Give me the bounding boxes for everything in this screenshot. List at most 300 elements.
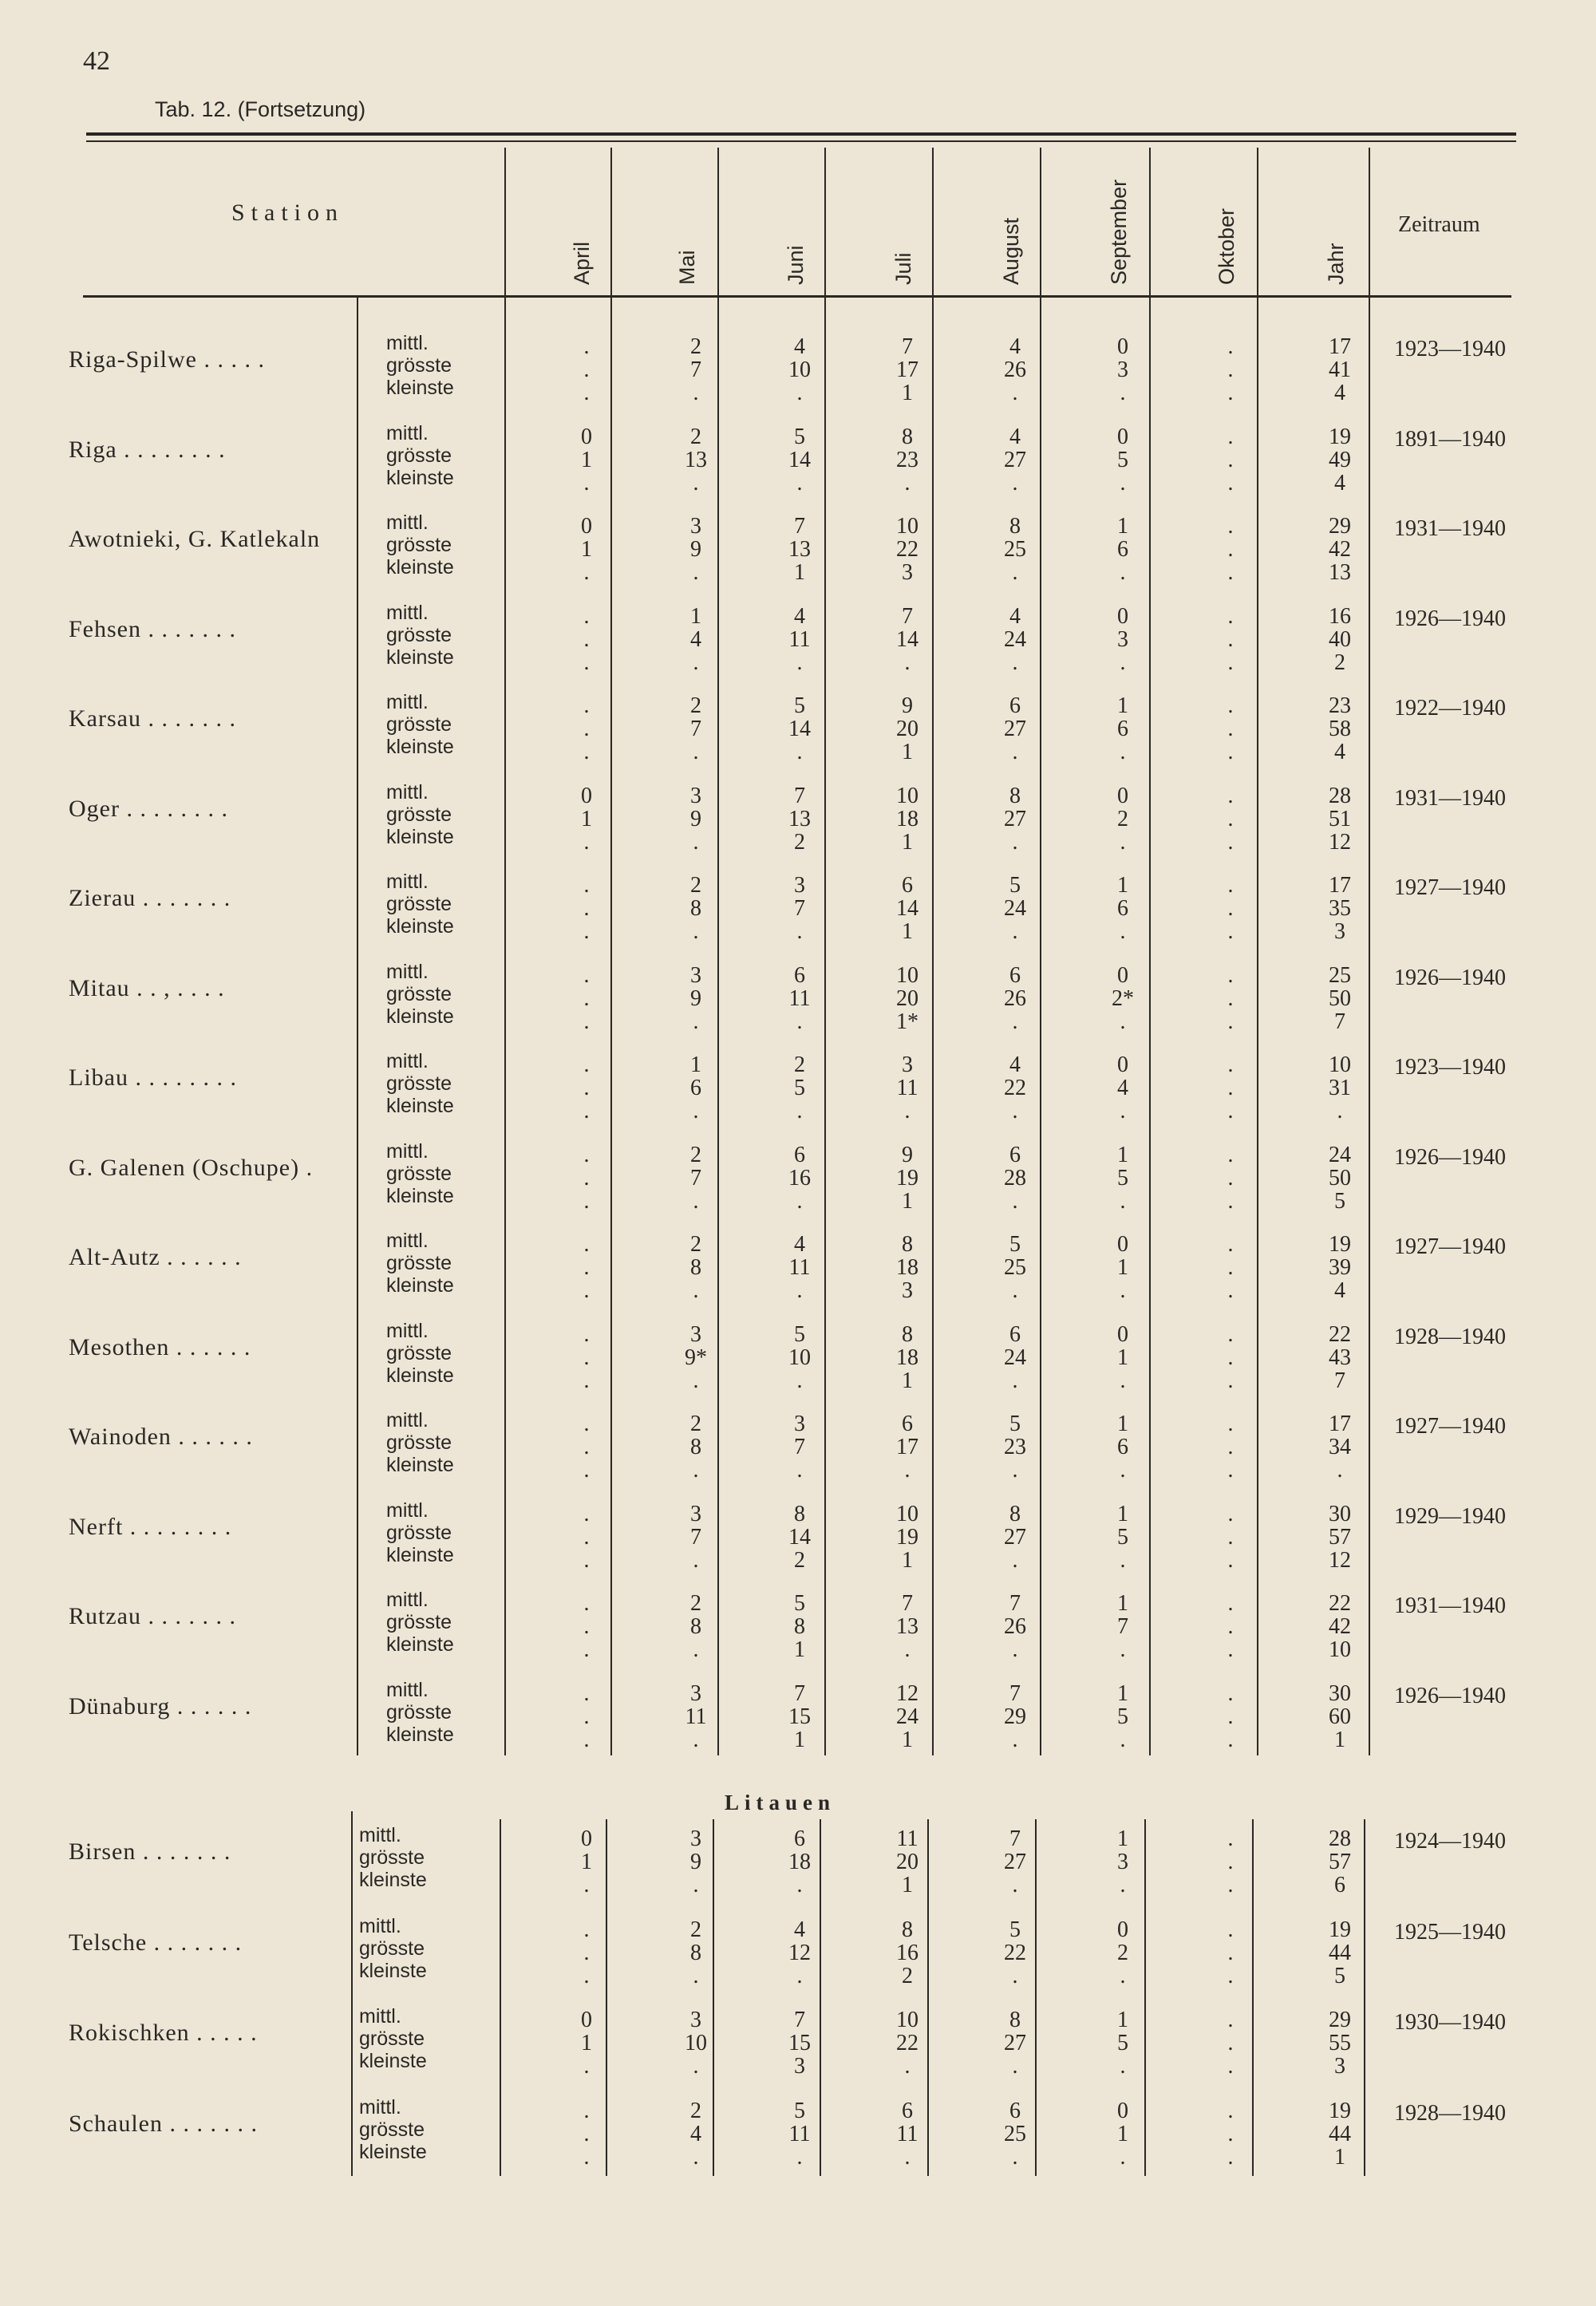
table-cell: . — [583, 1345, 590, 1370]
station-name: Zierau . . . . . . . — [69, 885, 231, 911]
table-cell: . — [583, 381, 590, 405]
table-cell: 9 — [690, 537, 701, 562]
table-cell: 12 — [1329, 829, 1351, 855]
table-cell: 9 — [690, 985, 701, 1011]
table-cell: 11 — [788, 1255, 811, 1280]
table-cell: 44 — [1329, 2121, 1351, 2146]
table-cell: . — [693, 1009, 699, 1034]
table-cell: 0 — [1117, 1052, 1128, 1077]
table-cell: 50 — [1329, 985, 1351, 1011]
stat-label: mittl. — [359, 2005, 401, 2028]
stat-label: grösste — [386, 1431, 452, 1454]
table-cell: 1 — [581, 537, 592, 562]
table-cell: . — [693, 740, 699, 764]
table-cell: 25 — [1004, 1255, 1026, 1280]
table-cell: 7 — [1009, 1591, 1021, 1616]
stat-label: grösste — [386, 354, 452, 377]
table-cell: 1 — [1117, 873, 1128, 898]
table-cell: 43 — [1329, 1345, 1351, 1370]
table-cell: 1 — [581, 1850, 592, 1874]
table-cell: . — [1227, 1850, 1234, 1874]
table-cell: . — [583, 2144, 590, 2170]
stat-label: kleinste — [386, 1005, 454, 1028]
table-cell: 3 — [690, 1680, 701, 1706]
stat-label: mittl. — [386, 421, 429, 444]
table-cell: . — [583, 1963, 590, 1988]
table-cell: 30 — [1329, 1680, 1351, 1706]
table-cell: 2 — [794, 829, 805, 855]
table-cell: 4 — [1009, 424, 1021, 449]
stat-label: kleinste — [386, 825, 454, 848]
table-cell: . — [1120, 1009, 1126, 1034]
station-name: Rokischken . . . . . — [69, 2020, 258, 2046]
table-cell: 1 — [902, 1368, 913, 1393]
table-cell: 0 — [1117, 783, 1128, 808]
table-cell: . — [693, 381, 699, 405]
table-cell: . — [1012, 2054, 1018, 2079]
column-header-mai: Mai — [675, 250, 699, 285]
stat-label: mittl. — [386, 1409, 429, 1431]
station-period: 1927—1940 — [1394, 875, 1506, 900]
table-cell: 0 — [581, 424, 592, 449]
table-cell: 5 — [1009, 1917, 1021, 1942]
table-cell: 20 — [896, 985, 918, 1011]
table-cell: . — [796, 1278, 803, 1303]
table-cell: . — [1227, 1009, 1234, 1034]
table-cell: . — [583, 1232, 590, 1257]
table-cell: 17 — [1329, 1412, 1351, 1436]
stat-label: kleinste — [359, 2140, 427, 2163]
table-cell: 29 — [1329, 2008, 1351, 2032]
table-cell: . — [693, 1368, 699, 1393]
table-cell: . — [693, 560, 699, 585]
table-cell: 23 — [896, 447, 918, 472]
table-cell: . — [1227, 806, 1234, 831]
table-cell: 1 — [1117, 693, 1128, 718]
table-cell: 1 — [1117, 1255, 1128, 1280]
stat-label: grösste — [386, 893, 452, 915]
table-cell: 34 — [1329, 1435, 1351, 1459]
table-cell: 14 — [788, 447, 811, 472]
table-cell: 1 — [1117, 1501, 1128, 1526]
table-cell: . — [583, 985, 590, 1011]
table-cell: 5 — [1334, 1963, 1345, 1988]
table-cell: 23 — [1004, 1435, 1026, 1459]
table-cell: . — [583, 1524, 590, 1550]
table-cell: 22 — [896, 537, 918, 562]
table-cell: 6 — [1009, 2098, 1021, 2123]
table-cell: . — [1227, 1345, 1234, 1370]
table-cell: . — [583, 1412, 590, 1436]
table-cell: . — [1227, 650, 1234, 675]
table-cell: 5 — [1117, 2031, 1128, 2055]
table-cell: . — [693, 1278, 699, 1303]
table-cell: . — [693, 650, 699, 675]
table-cell: . — [1120, 2054, 1126, 2079]
top-rule — [86, 132, 1516, 136]
table-cell: 15 — [788, 1704, 811, 1729]
table-cell: . — [1012, 1458, 1018, 1483]
table-cell: . — [1120, 381, 1126, 405]
table-cell: 28 — [1329, 783, 1351, 808]
table-cell: 7 — [902, 334, 913, 359]
table-cell: . — [1227, 896, 1234, 921]
stat-label: kleinste — [386, 1184, 454, 1207]
table-cell: 2 — [1117, 806, 1128, 831]
station-period: 1931—1940 — [1394, 1593, 1506, 1618]
table-cell: . — [1012, 650, 1018, 675]
table-cell: 3 — [1117, 357, 1128, 382]
table-cell: . — [904, 2054, 911, 2079]
table-cell: 4 — [794, 603, 805, 629]
table-cell: . — [1012, 560, 1018, 585]
stat-label: grösste — [386, 1341, 452, 1364]
table-cell: 0 — [1117, 603, 1128, 629]
table-cell: . — [1227, 603, 1234, 629]
table-cell: . — [904, 1458, 911, 1483]
table-cell: 2 — [690, 1412, 701, 1436]
table-cell: 8 — [794, 1614, 805, 1639]
table-cell: 10 — [1329, 1052, 1351, 1077]
station-name: Schaulen . . . . . . . — [69, 2110, 258, 2137]
table-cell: 17 — [896, 1435, 918, 1459]
table-cell: 1 — [902, 1727, 913, 1752]
table-cell: 1 — [581, 447, 592, 472]
table-cell: 20 — [896, 717, 918, 741]
stat-label: grösste — [359, 1937, 425, 1960]
stat-label: grösste — [386, 1521, 452, 1544]
table-cell: . — [1012, 2144, 1018, 2170]
table-cell: 6 — [902, 2098, 913, 2123]
table-cell: . — [1012, 381, 1018, 405]
table-cell: . — [1227, 1727, 1234, 1752]
table-cell: . — [1227, 2008, 1234, 2032]
table-cell: . — [1227, 1435, 1234, 1459]
table-cell: 6 — [1117, 717, 1128, 741]
table-cell: 28 — [1329, 1826, 1351, 1851]
station-name: Telsche . . . . . . . — [69, 1929, 243, 1956]
table-cell: . — [1227, 2098, 1234, 2123]
stat-label: kleinste — [386, 1454, 454, 1476]
stat-label: mittl. — [386, 1230, 429, 1252]
stat-label: mittl. — [359, 2095, 401, 2118]
table-cell: 2 — [690, 873, 701, 898]
table-cell: 27 — [1004, 717, 1026, 741]
table-cell: 3 — [1117, 626, 1128, 652]
table-cell: 3 — [902, 1052, 913, 1077]
table-cell: . — [1012, 1637, 1018, 1662]
table-cell: 3 — [690, 783, 701, 808]
table-cell: . — [1120, 1547, 1126, 1573]
header-rule — [83, 295, 1511, 298]
stat-label: mittl. — [386, 1678, 429, 1701]
table-cell: 1 — [794, 560, 805, 585]
table-cell: . — [1227, 1501, 1234, 1526]
table-cell: 41 — [1329, 357, 1351, 382]
header-column-rule — [824, 148, 826, 298]
table-cell: 2 — [690, 1917, 701, 1942]
table-cell: 2 — [690, 2098, 701, 2123]
stat-label: kleinste — [386, 1274, 454, 1297]
table-cell: . — [796, 1009, 803, 1034]
table-cell: . — [1012, 919, 1018, 944]
table-cell: . — [1120, 1188, 1126, 1214]
table-cell: 7 — [1334, 1009, 1345, 1034]
table-cell: . — [583, 740, 590, 764]
table-cell: 7 — [794, 514, 805, 539]
table-cell: 29 — [1329, 514, 1351, 539]
table-cell: . — [1227, 1255, 1234, 1280]
table-cell: . — [1227, 1704, 1234, 1729]
station-period: 1930—1940 — [1394, 2010, 1506, 2035]
table-cell: 6 — [1009, 962, 1021, 988]
column-header-april: April — [570, 241, 594, 285]
table-cell: 7 — [1009, 1680, 1021, 1706]
table-cell: . — [583, 1614, 590, 1639]
table-cell: . — [1227, 1940, 1234, 1965]
table-cell: . — [1227, 470, 1234, 496]
table-cell: . — [1227, 962, 1234, 988]
table-cell: . — [1120, 470, 1126, 496]
table-cell: 4 — [690, 626, 701, 652]
table-cell: 3 — [690, 1501, 701, 1526]
table-cell: . — [693, 1458, 699, 1483]
table-cell: 44 — [1329, 1940, 1351, 1965]
table-cell: 27 — [1004, 806, 1026, 831]
table-cell: 20 — [896, 1850, 918, 1874]
table-cell: . — [1120, 2144, 1126, 2170]
table-cell: 17 — [1329, 334, 1351, 359]
table-cell: . — [1227, 1099, 1234, 1123]
table-cell: . — [583, 1009, 590, 1034]
table-cell: 3 — [1334, 919, 1345, 944]
table-cell: 5 — [794, 2098, 805, 2123]
table-cell: 1 — [1117, 514, 1128, 539]
table-cell: 4 — [794, 1917, 805, 1942]
table-cell: 6 — [794, 962, 805, 988]
table-cell: . — [583, 1458, 590, 1483]
table-cell: 7 — [902, 603, 913, 629]
table-cell: . — [1227, 783, 1234, 808]
table-cell: 42 — [1329, 537, 1351, 562]
table-cell: 4 — [1334, 381, 1345, 405]
table-cell: 18 — [896, 1255, 918, 1280]
table-cell: . — [1227, 560, 1234, 585]
table-cell: . — [583, 1368, 590, 1393]
table-cell: 2 — [690, 1232, 701, 1257]
table-cell: 8 — [902, 1232, 913, 1257]
table-cell: 6 — [1009, 693, 1021, 718]
stat-label: mittl. — [386, 691, 429, 713]
table-cell: 8 — [690, 1614, 701, 1639]
table-cell: 10 — [788, 1345, 811, 1370]
table-cell: . — [693, 1547, 699, 1573]
table-cell: . — [1227, 1278, 1234, 1303]
table-cell: . — [1227, 1232, 1234, 1257]
page-number: 42 — [83, 46, 110, 76]
table-cell: . — [1012, 829, 1018, 855]
table-cell: . — [583, 919, 590, 944]
table-cell: 12 — [788, 1940, 811, 1965]
table-cell: 7 — [794, 896, 805, 921]
table-cell: 9 — [690, 1850, 701, 1874]
table-cell: 1 — [1334, 1727, 1345, 1752]
table-cell: 19 — [1329, 1917, 1351, 1942]
table-cell: . — [796, 1873, 803, 1897]
table-cell: . — [583, 1321, 590, 1347]
column-header-jahr: Jahr — [1324, 243, 1348, 285]
column-header-oktober: Oktober — [1215, 207, 1238, 285]
column-rule — [500, 1819, 501, 2176]
table-cell: 24 — [896, 1704, 918, 1729]
table-cell: 27 — [1004, 2031, 1026, 2055]
table-cell: 11 — [896, 1076, 918, 1100]
table-cell: . — [693, 1637, 699, 1662]
table-cell: 7 — [690, 357, 701, 382]
stat-label: mittl. — [386, 871, 429, 893]
table-cell: 14 — [896, 896, 918, 921]
table-cell: 19 — [1329, 424, 1351, 449]
station-name: Nerft . . . . . . . . — [69, 1513, 232, 1540]
table-cell: . — [1227, 514, 1234, 539]
table-cell: . — [1012, 1727, 1018, 1752]
table-cell: . — [1227, 985, 1234, 1011]
stat-label: grösste — [386, 623, 452, 646]
table-cell: 14 — [788, 717, 811, 741]
stat-label: grösste — [386, 1162, 452, 1185]
table-cell: . — [904, 470, 911, 496]
table-cell: . — [693, 1188, 699, 1214]
table-cell: 13 — [788, 806, 811, 831]
table-cell: 0 — [1117, 1917, 1128, 1942]
table-cell: . — [1227, 1524, 1234, 1550]
table-cell: . — [583, 1680, 590, 1706]
table-cell: 1 — [690, 603, 701, 629]
table-cell: . — [904, 1637, 911, 1662]
table-cell: 6 — [1117, 1435, 1128, 1459]
table-cell: 26 — [1004, 985, 1026, 1011]
table-cell: 27 — [1004, 1524, 1026, 1550]
table-cell: . — [796, 1963, 803, 1988]
table-cell: . — [1227, 2031, 1234, 2055]
stat-label: mittl. — [386, 1050, 429, 1072]
column-header-september: September — [1107, 179, 1131, 285]
table-cell: 6 — [1334, 1873, 1345, 1897]
station-name: Wainoden . . . . . . — [69, 1423, 253, 1450]
table-cell: 12 — [896, 1680, 918, 1706]
table-cell: 1 — [902, 1547, 913, 1573]
table-cell: . — [583, 717, 590, 741]
table-cell: 17 — [1329, 873, 1351, 898]
table-cell: 6 — [1117, 896, 1128, 921]
stat-label: mittl. — [386, 960, 429, 983]
stat-label: mittl. — [386, 601, 429, 624]
table-cell: 6 — [1117, 537, 1128, 562]
table-cell: . — [583, 626, 590, 652]
table-cell: . — [1120, 1099, 1126, 1123]
table-cell: 10 — [896, 783, 918, 808]
stat-label: mittl. — [386, 332, 429, 354]
table-cell: 49 — [1329, 447, 1351, 472]
table-cell: . — [1227, 1188, 1234, 1214]
stat-label: grösste — [386, 1611, 452, 1633]
table-cell: 8 — [902, 424, 913, 449]
table-cell: 2 — [690, 1591, 701, 1616]
stat-label: kleinste — [359, 1869, 427, 1891]
table-cell: . — [1227, 1412, 1234, 1436]
table-cell: 24 — [1004, 626, 1026, 652]
column-header-juni: Juni — [784, 245, 808, 285]
stat-label: grösste — [386, 982, 452, 1005]
stat-label: kleinste — [386, 1633, 454, 1656]
table-cell: . — [1012, 1099, 1018, 1123]
table-cell: 1 — [1334, 2144, 1345, 2170]
station-name: Dünaburg . . . . . . — [69, 1692, 252, 1720]
table-cell: . — [1120, 1963, 1126, 1988]
table-cell: 6 — [902, 873, 913, 898]
table-cell: 0 — [1117, 2098, 1128, 2123]
table-cell: 5 — [1117, 1165, 1128, 1191]
table-cell: . — [583, 1940, 590, 1965]
table-cell: . — [796, 650, 803, 675]
table-cell: . — [1227, 1917, 1234, 1942]
table-cell: 10 — [896, 514, 918, 539]
table-cell: . — [693, 1873, 699, 1897]
table-cell: 8 — [690, 1255, 701, 1280]
table-cell: 57 — [1329, 1850, 1351, 1874]
stat-label: kleinste — [386, 1095, 454, 1117]
table-cell: 19 — [896, 1165, 918, 1191]
table-cell: 2 — [690, 424, 701, 449]
table-cell: 10 — [896, 2008, 918, 2032]
table-cell: . — [1227, 1826, 1234, 1851]
table-cell: 6 — [690, 1076, 701, 1100]
table-cell: . — [1227, 1614, 1234, 1639]
table-cell: 3 — [1117, 1850, 1128, 1874]
table-cell: 10 — [896, 962, 918, 988]
header-column-rule — [1369, 148, 1370, 298]
table-cell: 7 — [1334, 1368, 1345, 1393]
table-cell: . — [796, 2144, 803, 2170]
table-cell: 28 — [1004, 1165, 1026, 1191]
stat-label: kleinste — [386, 1543, 454, 1566]
table-cell: 0 — [581, 2008, 592, 2032]
table-cell: 2 — [690, 1142, 701, 1167]
table-cell: 6 — [1009, 1321, 1021, 1347]
table-cell: . — [1120, 740, 1126, 764]
table-cell: 4 — [1117, 1076, 1128, 1100]
stat-label: grösste — [386, 534, 452, 556]
station-period: 1928—1940 — [1394, 1324, 1506, 1349]
table-cell: 4 — [1009, 1052, 1021, 1077]
stat-label: grösste — [359, 2118, 425, 2141]
table-cell: 3 — [1334, 2054, 1345, 2079]
station-period: 1923—1940 — [1394, 1055, 1506, 1080]
table-cell: . — [583, 1278, 590, 1303]
table-cell: 2 — [690, 693, 701, 718]
table-cell: 23 — [1329, 693, 1351, 718]
table-cell: . — [583, 1917, 590, 1942]
station-period: 1929—1940 — [1394, 1503, 1506, 1529]
table-cell: 7 — [690, 1524, 701, 1550]
table-cell: . — [796, 1099, 803, 1123]
stat-label: kleinste — [386, 466, 454, 489]
station-name: Fehsen . . . . . . . — [69, 615, 236, 642]
station-period: 1891—1940 — [1394, 426, 1506, 452]
table-cell: . — [796, 381, 803, 405]
table-cell: 57 — [1329, 1524, 1351, 1550]
table-cell: 1 — [1117, 2121, 1128, 2146]
